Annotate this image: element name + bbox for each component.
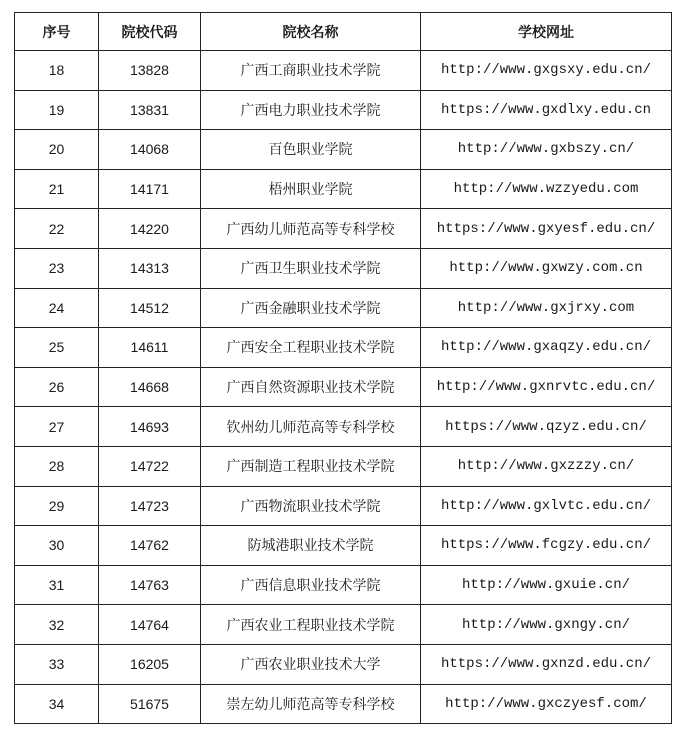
cell-college-name: 广西制造工程职业技术学院 <box>201 446 421 486</box>
table-row <box>15 209 672 249</box>
cell-college-code: 13831 <box>99 90 201 130</box>
cell-college-code: 14313 <box>99 248 201 288</box>
cell-college-website[interactable]: https://www.qzyz.edu.cn/ <box>421 407 672 447</box>
cell-college-name: 钦州幼儿师范高等专科学校 <box>201 407 421 447</box>
cell-college-name: 广西自然资源职业技术学院 <box>201 367 421 407</box>
cell-college-website[interactable]: https://www.gxyesf.edu.cn/ <box>421 209 672 249</box>
cell-college-website[interactable]: http://www.gxczyesf.com/ <box>421 684 672 724</box>
header-college-name: 院校名称 <box>201 13 421 51</box>
cell-college-name: 广西农业职业技术大学 <box>201 644 421 684</box>
cell-college-website[interactable]: http://www.gxwzy.com.cn <box>421 248 672 288</box>
table-row <box>15 526 672 566</box>
cell-college-code: 14763 <box>99 565 201 605</box>
cell-college-website[interactable]: http://www.gxlvtc.edu.cn/ <box>421 486 672 526</box>
table-row <box>15 51 672 91</box>
table-row <box>15 288 672 328</box>
cell-serial-number: 29 <box>15 486 99 526</box>
cell-serial-number: 26 <box>15 367 99 407</box>
cell-college-name: 广西卫生职业技术学院 <box>201 248 421 288</box>
cell-college-name: 崇左幼儿师范高等专科学校 <box>201 684 421 724</box>
cell-college-website[interactable]: https://www.gxdlxy.edu.cn <box>421 90 672 130</box>
cell-college-code: 14668 <box>99 367 201 407</box>
cell-serial-number: 27 <box>15 407 99 447</box>
cell-serial-number: 24 <box>15 288 99 328</box>
college-table <box>14 12 672 724</box>
cell-college-website[interactable]: http://www.wzzyedu.com <box>421 169 672 209</box>
cell-college-code: 14722 <box>99 446 201 486</box>
cell-college-website[interactable]: http://www.gxuie.cn/ <box>421 565 672 605</box>
cell-serial-number: 20 <box>15 130 99 170</box>
cell-college-website[interactable]: https://www.fcgzy.edu.cn/ <box>421 526 672 566</box>
header-college-code: 院校代码 <box>99 13 201 51</box>
cell-college-code: 14762 <box>99 526 201 566</box>
cell-college-name: 广西农业工程职业技术学院 <box>201 605 421 645</box>
cell-serial-number: 32 <box>15 605 99 645</box>
cell-college-website[interactable]: http://www.gxaqzy.edu.cn/ <box>421 328 672 368</box>
cell-college-website[interactable]: https://www.gxnzd.edu.cn/ <box>421 644 672 684</box>
cell-serial-number: 22 <box>15 209 99 249</box>
header-serial-number: 序号 <box>15 13 99 51</box>
cell-college-website[interactable]: http://www.gxbszy.cn/ <box>421 130 672 170</box>
cell-college-name: 广西物流职业技术学院 <box>201 486 421 526</box>
cell-college-name: 梧州职业学院 <box>201 169 421 209</box>
cell-serial-number: 31 <box>15 565 99 605</box>
table-row <box>15 446 672 486</box>
cell-college-name: 广西金融职业技术学院 <box>201 288 421 328</box>
table-row <box>15 684 672 724</box>
cell-college-name: 广西安全工程职业技术学院 <box>201 328 421 368</box>
cell-college-name: 防城港职业技术学院 <box>201 526 421 566</box>
table-row <box>15 407 672 447</box>
cell-serial-number: 30 <box>15 526 99 566</box>
table-row <box>15 486 672 526</box>
cell-college-code: 14723 <box>99 486 201 526</box>
table-row <box>15 644 672 684</box>
cell-college-name: 百色职业学院 <box>201 130 421 170</box>
cell-college-website[interactable]: http://www.gxjrxy.com <box>421 288 672 328</box>
table-row <box>15 130 672 170</box>
cell-college-name: 广西工商职业技术学院 <box>201 51 421 91</box>
cell-college-code: 13828 <box>99 51 201 91</box>
table-row <box>15 565 672 605</box>
cell-serial-number: 25 <box>15 328 99 368</box>
cell-college-code: 14171 <box>99 169 201 209</box>
cell-serial-number: 28 <box>15 446 99 486</box>
cell-college-code: 14068 <box>99 130 201 170</box>
cell-serial-number: 18 <box>15 51 99 91</box>
cell-college-website[interactable]: http://www.gxgsxy.edu.cn/ <box>421 51 672 91</box>
cell-serial-number: 33 <box>15 644 99 684</box>
cell-serial-number: 34 <box>15 684 99 724</box>
cell-college-code: 14764 <box>99 605 201 645</box>
cell-serial-number: 23 <box>15 248 99 288</box>
cell-college-name: 广西信息职业技术学院 <box>201 565 421 605</box>
cell-college-code: 16205 <box>99 644 201 684</box>
table-row <box>15 367 672 407</box>
cell-serial-number: 21 <box>15 169 99 209</box>
table-row <box>15 605 672 645</box>
cell-college-name: 广西幼儿师范高等专科学校 <box>201 209 421 249</box>
cell-college-name: 广西电力职业技术学院 <box>201 90 421 130</box>
cell-college-website[interactable]: http://www.gxnrvtc.edu.cn/ <box>421 367 672 407</box>
table-row <box>15 169 672 209</box>
table-row <box>15 248 672 288</box>
cell-college-code: 51675 <box>99 684 201 724</box>
cell-college-code: 14220 <box>99 209 201 249</box>
cell-college-website[interactable]: http://www.gxngy.cn/ <box>421 605 672 645</box>
cell-college-website[interactable]: http://www.gxzzzy.cn/ <box>421 446 672 486</box>
table-header-row <box>15 13 672 51</box>
cell-college-code: 14512 <box>99 288 201 328</box>
cell-serial-number: 19 <box>15 90 99 130</box>
cell-college-code: 14693 <box>99 407 201 447</box>
table-row <box>15 90 672 130</box>
table-body <box>15 51 672 724</box>
table-row <box>15 328 672 368</box>
cell-college-code: 14611 <box>99 328 201 368</box>
header-college-website: 学校网址 <box>421 13 672 51</box>
